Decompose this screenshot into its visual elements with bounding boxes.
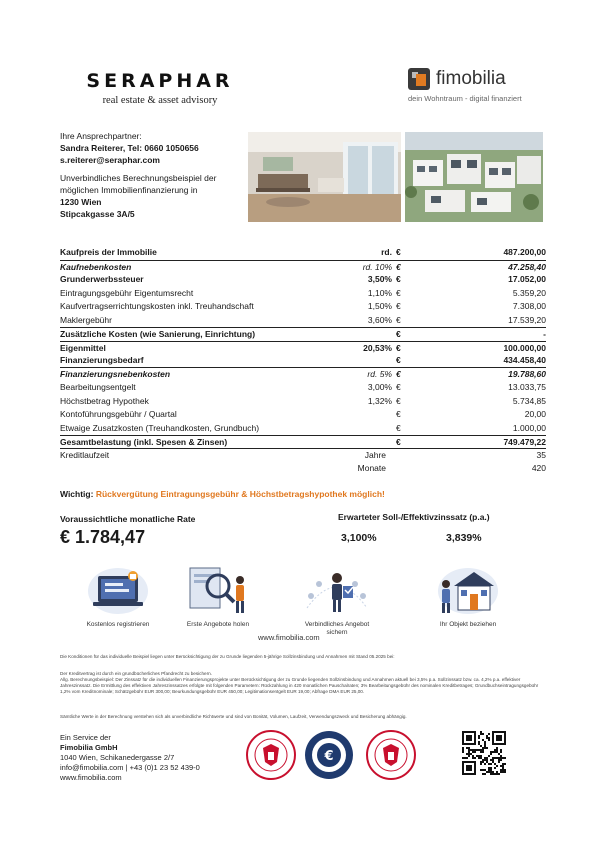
footer-contact[interactable]: info@fimobilia.com | +43 (0)1 23 52 439-0 [60, 763, 200, 772]
table-row [60, 395, 546, 409]
row-currency: € [396, 437, 401, 447]
row-amount: 47.258,40 [508, 261, 546, 272]
row-percent: 20,53% [363, 342, 392, 353]
interest-rate-label: Erwarteter Soll-/Effektivzinssatz (p.a.) [338, 512, 490, 522]
table-row [60, 422, 546, 436]
row-currency: € [396, 382, 401, 392]
row-label: Finanzierungsnebenkosten [60, 368, 171, 379]
row-label: Eigenmittel [60, 342, 106, 353]
website-link[interactable]: www.fimobilia.com [258, 633, 320, 642]
row-amount: 749.479,22 [503, 437, 546, 447]
property-street: Stipcakgasse 3A/5 [60, 209, 135, 219]
description-line-2: möglichen Immobilienfinanzierung in [60, 185, 198, 195]
row-amount: 35 [536, 449, 546, 460]
row-currency: € [396, 422, 401, 433]
row-percent: 1,10% [367, 287, 392, 298]
row-amount: 17.539,20 [508, 314, 546, 325]
row-currency: € [396, 409, 401, 419]
footer-company-info [60, 733, 200, 783]
row-currency: € [396, 247, 401, 257]
row-amount: 420 [531, 463, 546, 473]
fimobilia-logo [408, 68, 548, 103]
secure-offer-icon [297, 562, 377, 618]
row-label: Höchstbetrag Hypothek [60, 395, 149, 406]
austria-seal-icon [246, 730, 296, 780]
notice-text: Rückvergütung Eintragungsgebühr & Höchstbetragshypothek möglich! [95, 489, 385, 499]
nominal-interest-rate: 3,100% [341, 532, 377, 544]
magnifier-offers-icon [178, 562, 258, 618]
row-currency: € [396, 287, 401, 298]
contact-person: Sandra Reiterer, Tel: 0660 1050656 [60, 143, 199, 153]
monthly-rate-value: € 1.784,47 [60, 527, 146, 547]
row-currency: € [396, 261, 401, 272]
step-offers [178, 562, 258, 629]
brand-name: SERAPHAR [86, 70, 234, 92]
fimobilia-logo-icon [408, 68, 430, 90]
fineprint-collateral: Der Kreditvertrag ist durch ein grundbücherliches Pfandrecht zu besichern. [60, 671, 212, 676]
step-move-in-label: Ihr Objekt beziehen [439, 621, 497, 628]
row-label: Eintragungsgebühr Eigentumsrecht [60, 287, 194, 298]
table-row [60, 246, 546, 260]
exterior-photo [405, 132, 543, 222]
row-percent: rd. 10% [362, 261, 392, 272]
table-row [60, 341, 546, 355]
step-register [78, 562, 158, 629]
step-secure-label: Verbindliches Angebot sichern [304, 621, 370, 636]
table-row [60, 260, 546, 274]
step-offers-label: Erste Angebote holen [186, 621, 250, 628]
seraphar-logo [85, 70, 235, 106]
table-row [60, 449, 546, 463]
row-currency: € [396, 355, 401, 365]
contact-email[interactable]: s.reiterer@seraphar.com [60, 155, 160, 165]
row-label: Finanzierungsbedarf [60, 355, 144, 365]
partner-name: fimobilia [436, 68, 506, 89]
row-percent: 3,50% [367, 274, 392, 284]
footer-address: 1040 Wien, Schikanedergasse 2/7 [60, 753, 175, 762]
monthly-rate-label: Voraussichtliche monatliche Rate [60, 514, 196, 524]
step-secure [297, 562, 377, 637]
row-label: Kontoführungsgebühr / Quartal [60, 409, 177, 419]
qr-code-icon[interactable] [462, 731, 506, 775]
row-amount: - [543, 329, 546, 339]
row-currency: € [396, 274, 401, 284]
row-amount: 17.052,00 [508, 274, 546, 284]
svg-text:€: € [324, 749, 334, 764]
row-currency: € [396, 329, 401, 339]
partner-tagline: dein Wohntraum - digital finanziert [408, 94, 522, 103]
row-percent: 3,00% [367, 382, 392, 392]
table-row [60, 368, 546, 382]
contact-intro: Ihre Ansprechpartner: [60, 131, 142, 141]
row-currency: € [396, 395, 401, 406]
row-label: Zusätzliche Kosten (wie Sanierung, Einrichtung) [60, 329, 256, 339]
notice-prefix: Wichtig: [60, 489, 94, 499]
row-label: Gesamtbelastung (inkl. Spesen & Zinsen) [60, 437, 228, 447]
property-city: 1230 Wien [60, 197, 102, 207]
table-row [60, 287, 546, 301]
row-percent: rd. [381, 247, 392, 257]
laptop-register-icon [78, 562, 158, 618]
austria-seal-icon-2 [366, 730, 416, 780]
row-label: Kaufnebenkosten [60, 261, 132, 272]
footer-service-line: Ein Service der [60, 733, 111, 742]
footer-web[interactable]: www.fimobilia.com [60, 773, 122, 782]
contact-block [60, 130, 250, 220]
row-label: Etwaige Zusatzkosten (Treuhandkosten, Grundbuch) [60, 422, 260, 433]
row-currency: € [396, 314, 401, 325]
row-label: Grunderwerbssteuer [60, 274, 144, 284]
effective-interest-rate: 3,839% [446, 532, 482, 544]
row-percent: 1,32% [367, 395, 392, 406]
table-row [60, 300, 546, 314]
step-register-label: Kostenlos registrieren [86, 621, 150, 628]
row-currency: € [396, 368, 401, 379]
row-label: Maklergebühr [60, 314, 112, 325]
row-amount: 434.458,40 [503, 355, 546, 365]
standesregeln-seal-icon [304, 730, 354, 780]
row-amount: 5.359,20 [512, 287, 546, 298]
row-percent: rd. 5% [367, 368, 392, 379]
important-notice [60, 489, 385, 499]
cost-table [60, 246, 546, 476]
fineprint-disclaimer: Sämtliche Werte in der Berechnung verstehen sich als unverbindliche Richtwerte und sind von Bonität, Volumen, Laufzeit, Verwendungszweck und Besicherung abhängig. [60, 714, 407, 719]
table-row [60, 354, 546, 368]
row-amount: 487.200,00 [503, 247, 546, 257]
row-percent: Jahre [364, 449, 386, 460]
table-row [60, 327, 546, 341]
row-amount: 20,00 [524, 409, 546, 419]
table-row [60, 408, 546, 422]
row-percent: 1,50% [367, 301, 392, 311]
fineprint-calculation: Allg. Berechnungsbeispiel: Der Zinssatz für die individuellen Finanzierungsprojekte unter Berücksichtigung der zu Grunde liegenden Sollzinsbindung und Annahmen aktuell bei 3,5% p.a. Sollzinssatz bzw. ca. 4,2% p.a. effektiver Jahreszinssatz. Die Ermittlung des effektiven Jahreszinssatzes erfolgte mit folgenden Parametern: Rückzahlung in 420 monatlichen Pauschalraten; 3% Bearbeitungsgebühr des nominalen Kreditbetrages; Grundbuchseintragungsgebühr 1,2% vom Kreditnominale; Schätzgebühr EUR 300,00; Beurkundungsgebühr EUR 450,00; Legitimationsentgelt EUR 19,00; Abfrage DMA EUR 25,00. [60, 677, 539, 694]
table-row [60, 273, 546, 287]
house-move-icon [428, 562, 508, 618]
footer-company: Fimobilia GmbH [60, 743, 118, 752]
table-row [60, 314, 546, 328]
row-amount: 1.000,00 [512, 422, 546, 433]
row-amount: 5.734,85 [512, 395, 546, 406]
row-label: Kreditlaufzeit [60, 449, 110, 460]
row-currency: € [396, 301, 401, 311]
row-amount: 13.033,75 [508, 382, 546, 392]
row-label: Kaufvertragserrichtungskosten inkl. Treuhandschaft [60, 301, 254, 311]
row-percent: Monate [357, 463, 386, 473]
row-percent: 3,60% [367, 314, 392, 325]
table-row [60, 435, 546, 449]
description-line-1: Unverbindliches Berechnungsbeispiel der [60, 173, 217, 183]
row-amount: 100.000,00 [503, 342, 546, 353]
step-move-in [428, 562, 508, 629]
row-amount: 19.788,60 [508, 368, 546, 379]
table-row [60, 381, 546, 395]
brand-tagline: real estate & asset advisory [102, 95, 218, 106]
row-currency: € [396, 342, 401, 353]
row-label: Bearbeitungsentgelt [60, 382, 136, 392]
interior-photo [248, 132, 401, 222]
row-label: Kaufpreis der Immobilie [60, 247, 157, 257]
fineprint-conditions: Die Konditionen für das individuelle Beispiel liegen unter Berücksichtigung der zu Grunde liegenden 5-jährige Sollzinsbindung und Annahmen mit Stand 05.2025 bei: [60, 654, 395, 659]
table-row [60, 462, 546, 476]
row-amount: 7.308,00 [512, 301, 546, 311]
